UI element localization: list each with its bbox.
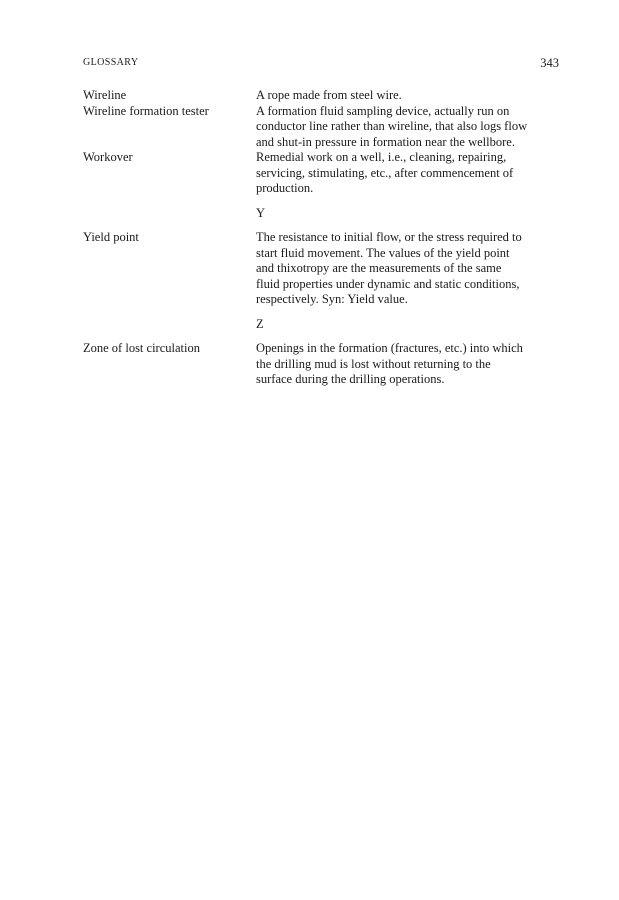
definition-line: and thixotropy are the measurements of the same: [256, 261, 502, 275]
term-wireline: Wireline: [83, 88, 127, 102]
term-wireline-formation-tester: Wireline formation tester: [83, 103, 209, 118]
definition-line: A formation fluid sampling device, actually run on: [256, 103, 510, 118]
definition-line: Remedial work on a well, i.e., cleaning, repairing,: [256, 150, 507, 164]
term-zone-of-lost-circulation: Zone of lost circulation: [83, 341, 200, 355]
term-yield-point: Yield point: [83, 230, 139, 244]
definition-line: Openings in the formation (fractures, etc.) into which: [256, 341, 523, 355]
definition-line: surface during the drilling operations.: [256, 372, 445, 386]
glossary-entry-workover: [83, 150, 559, 197]
section-title: GLOSSARY: [83, 57, 139, 68]
glossary-entry-wireline-formation-tester: [83, 104, 559, 151]
glossary-entry-yield-point: [83, 230, 559, 308]
term-workover: Workover: [83, 150, 133, 164]
definition-yield-point: [256, 230, 559, 308]
definition-line: the drilling mud is lost without returning to the: [256, 356, 491, 371]
letter-heading-z: Z: [256, 316, 264, 331]
glossary-entry-zone-of-lost-circulation: [83, 341, 559, 388]
definition-line: servicing, stimulating, etc., after commencement of: [256, 165, 514, 180]
definition-zone-of-lost-circulation: [256, 341, 559, 388]
letter-heading-y: Y: [256, 205, 266, 220]
definition-line: respectively. Syn: Yield value.: [256, 292, 408, 306]
definition-line: start fluid movement. The values of the yield point: [256, 245, 510, 260]
definition-wireline: A rope made from steel wire.: [256, 88, 402, 102]
page-number: 343: [540, 56, 559, 70]
glossary-list: [83, 88, 559, 388]
definition-line: conductor line rather than wireline, that also logs flow: [256, 119, 528, 133]
definition-wireline-formation-tester: [256, 104, 559, 151]
definition-line: fluid properties under dynamic and static conditions,: [256, 276, 520, 291]
definition-line: The resistance to initial flow, or the stress required to: [256, 230, 522, 244]
definition-workover: [256, 150, 559, 197]
glossary-entry-wireline: [83, 88, 559, 104]
book-page: [83, 0, 559, 900]
running-head: [83, 56, 559, 72]
definition-line: and shut-in pressure in formation near the wellbore.: [256, 134, 515, 149]
definition-line: production.: [256, 181, 314, 195]
